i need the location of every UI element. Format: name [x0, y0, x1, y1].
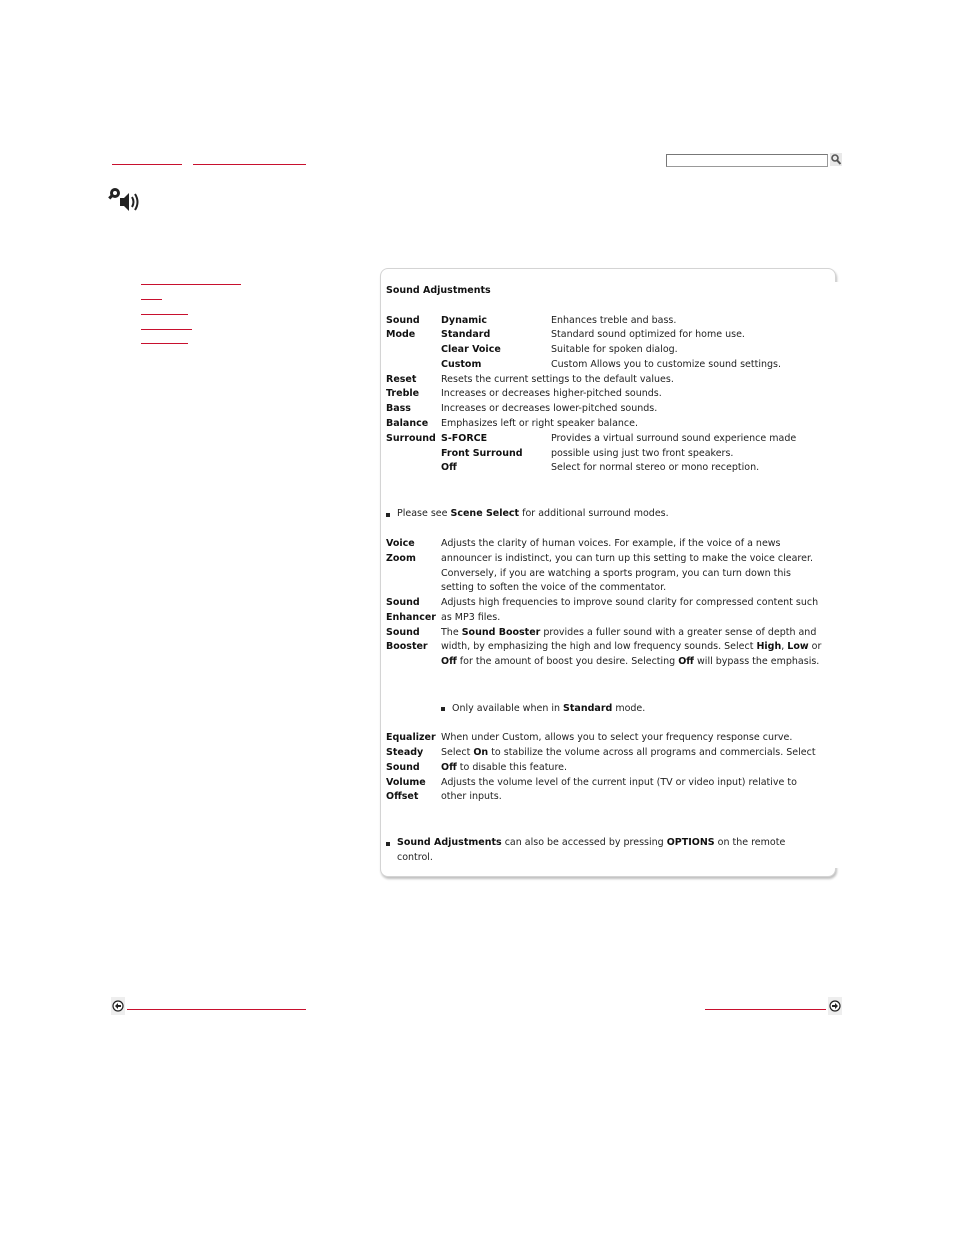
note-options-button-line2: control. — [397, 852, 433, 863]
note-options-button: Sound Adjustments can also be accessed by pressing OPTIONS on the remote — [397, 837, 786, 848]
surround-option-name: Off — [441, 462, 457, 473]
sound-booster-desc: width, by emphasizing the high and low frequency sounds. Select High, Low or — [441, 641, 822, 652]
note-standard-mode: Only available when in Standard mode. — [452, 703, 646, 714]
setting-label-treble: Treble — [386, 388, 420, 399]
settings-sound-icon — [107, 186, 143, 214]
equalizer-label: Equalizer — [386, 732, 436, 743]
voice-zoom-label: Voice — [386, 538, 415, 549]
surround-label: Surround — [386, 433, 436, 444]
sound-mode-option-name: Standard — [441, 329, 491, 340]
sound-mode-option-name: Clear Voice — [441, 344, 501, 355]
search-icon[interactable] — [830, 153, 842, 166]
volume-offset-desc: Adjusts the volume level of the current input (TV or video input) relative to — [441, 777, 797, 788]
sidebar-link-4[interactable] — [141, 329, 192, 330]
setting-desc-balance: Emphasizes left or right speaker balance. — [441, 418, 639, 429]
setting-desc-bass: Increases or decreases lower-pitched sounds. — [441, 403, 658, 414]
sound-mode-label: Sound — [386, 315, 420, 326]
sound-booster-desc: The Sound Booster provides a fuller sound with a greater sense of depth and — [441, 627, 817, 638]
sound-mode-option-name: Dynamic — [441, 315, 488, 326]
surround-option-name: S-FORCE — [441, 433, 488, 444]
panel-edge-gap — [830, 282, 840, 868]
sidebar-link-2[interactable] — [141, 299, 162, 300]
steady-sound-label-line2: Sound — [386, 762, 420, 773]
search-input[interactable] — [666, 154, 828, 167]
setting-desc-reset: Resets the current settings to the default values. — [441, 374, 674, 385]
sound-mode-option-desc: Enhances treble and bass. — [551, 315, 677, 326]
bullet-icon — [386, 842, 390, 846]
sound-enhancer-desc: Adjusts high frequencies to improve sound clarity for compressed content such — [441, 597, 819, 608]
sound-enhancer-desc: as MP3 files. — [441, 612, 501, 623]
note-scene-select: Please see Scene Select for additional surround modes. — [397, 508, 669, 519]
steady-sound-label: Steady — [386, 747, 424, 758]
sound-booster-label-line2: Booster — [386, 641, 428, 652]
volume-offset-label: Volume — [386, 777, 426, 788]
header-link-1[interactable] — [112, 164, 182, 165]
voice-zoom-label-line2: Zoom — [386, 553, 416, 564]
sidebar-link-5[interactable] — [141, 343, 188, 344]
sidebar-link-1[interactable] — [141, 284, 241, 285]
sound-mode-label-line2: Mode — [386, 329, 416, 340]
setting-label-reset: Reset — [386, 374, 417, 385]
sound-enhancer-label-line2: Enhancer — [386, 612, 436, 623]
sound-mode-option-name: Custom — [441, 359, 482, 370]
bullet-icon — [386, 513, 390, 517]
header-link-2[interactable] — [193, 164, 306, 165]
sound-booster-label: Sound — [386, 627, 420, 638]
volume-offset-label-line2: Offset — [386, 791, 419, 802]
steady-sound-desc: Select On to stabilize the volume across all programs and commercials. Select — [441, 747, 816, 758]
volume-offset-desc: other inputs. — [441, 791, 502, 802]
sound-booster-desc: Off for the amount of boost you desire. Selecting Off will bypass the emphasis. — [441, 656, 820, 667]
panel-title: Sound Adjustments — [386, 285, 491, 296]
sound-mode-option-desc: Suitable for spoken dialog. — [551, 344, 678, 355]
steady-sound-desc: Off to disable this feature. — [441, 762, 568, 773]
equalizer-desc: When under Custom, allows you to select your frequency response curve. — [441, 732, 793, 743]
surround-option-desc: Provides a virtual surround sound experience made — [551, 433, 797, 444]
voice-zoom-desc: Conversely, if you are watching a sports program, you can turn down this — [441, 568, 791, 579]
voice-zoom-desc: Adjusts the clarity of human voices. For example, if the voice of a news — [441, 538, 781, 549]
setting-desc-treble: Increases or decreases higher-pitched sounds. — [441, 388, 662, 399]
bullet-icon — [441, 707, 445, 711]
surround-option-name: Front Surround — [441, 448, 523, 459]
sound-mode-option-desc: Custom Allows you to customize sound settings. — [551, 359, 782, 370]
next-arrow-icon[interactable] — [828, 997, 842, 1015]
setting-label-balance: Balance — [386, 418, 429, 429]
sidebar-link-3[interactable] — [141, 314, 188, 315]
surround-option-desc: possible using just two front speakers. — [551, 448, 734, 459]
setting-label-bass: Bass — [386, 403, 411, 414]
voice-zoom-desc: announcer is indistinct, you can turn up this setting to make the voice clearer. — [441, 553, 813, 564]
prev-page-link[interactable] — [127, 1009, 306, 1010]
sound-mode-option-desc: Standard sound optimized for home use. — [551, 329, 745, 340]
sound-enhancer-label: Sound — [386, 597, 420, 608]
next-page-link[interactable] — [705, 1009, 826, 1010]
surround-option-desc: Select for normal stereo or mono reception. — [551, 462, 760, 473]
prev-arrow-icon[interactable] — [111, 997, 125, 1015]
voice-zoom-desc: setting to soften the voice of the commentator. — [441, 582, 667, 593]
